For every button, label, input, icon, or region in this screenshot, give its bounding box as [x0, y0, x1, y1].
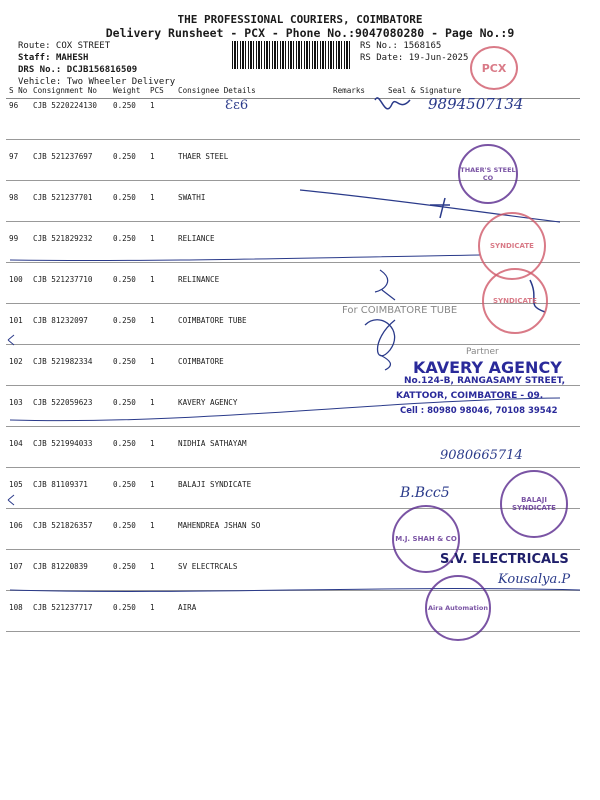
kavery-agency-address-1: No.124-B, RANGASAMY STREET,	[404, 376, 566, 386]
cell-sno-text: 104	[9, 439, 23, 448]
cell-weight-text: 0.250	[113, 521, 136, 530]
cell-weight-text: 0.250	[113, 234, 136, 243]
cell-consignee-text: SV ELECTRCALS	[178, 562, 238, 571]
syndicate-stamp-1-text: SYNDICATE	[490, 242, 534, 250]
kavery-agency-phone: Cell : 80980 98046, 70108 39542	[400, 406, 558, 416]
cell-sno-text: 101	[9, 316, 23, 325]
cell-consignee-text: RELIANCE	[178, 234, 215, 243]
cell-weight-text: 0.250	[113, 275, 136, 284]
bbc-signature: B.Bcc5	[400, 485, 450, 501]
row96-phone: 9894507134	[428, 95, 524, 113]
page-title: THE PROFESSIONAL COURIERS, COIMBATORE	[177, 13, 423, 26]
header-remarks: Remarks	[330, 86, 385, 99]
cell-consignee-text: AIRA	[178, 603, 197, 612]
cell-weight-text: 0.250	[113, 316, 136, 325]
nidhia-signature: 9080665714	[440, 448, 523, 463]
header-pcs: PCS	[147, 86, 175, 99]
row96-scribble: Ɛɛ6	[225, 98, 249, 113]
cell-sno-text: 100	[9, 275, 23, 284]
cell-consignee-text: RELINANCE	[178, 275, 220, 284]
cell-sno-text: 96	[9, 101, 19, 110]
cell-consignment-text: CJB 521829232	[33, 234, 93, 243]
cell-weight-text: 0.250	[113, 398, 136, 407]
cell-pcs-text: 1	[150, 398, 155, 407]
thaer-stamp-text: THAER'S STEEL CO	[460, 166, 516, 182]
cell-pcs-text: 1	[150, 101, 155, 110]
header-consignee: Consignee Details	[175, 86, 330, 99]
syndicate-stamp-2-text: SYNDICATE	[493, 297, 537, 305]
syndicate-stamp-2	[482, 268, 548, 334]
cell-consignee-text: MAHENDREA JSHAN SO	[178, 521, 261, 530]
kavery-agency-address-2: KATTOOR, COIMBATORE - 09.	[396, 391, 544, 401]
rs-date: RS Date: 19-Jun-2025	[360, 53, 469, 63]
cell-pcs-text: 1	[150, 357, 155, 366]
cell-pcs-text: 1	[150, 480, 155, 489]
cell-sno-text: 105	[9, 480, 23, 489]
pcx-stamp	[470, 46, 518, 90]
balaji-stamp-text: BALAJI SYNDICATE	[512, 496, 556, 512]
automation-stamp-text: Aira Automation	[428, 604, 488, 612]
cell-weight-text: 0.250	[113, 101, 136, 110]
staff-label: Staff:	[18, 53, 51, 63]
cell-sno-text: 97	[9, 152, 19, 161]
header-weight: Weight	[110, 86, 147, 99]
cell-pcs-text: 1	[150, 439, 155, 448]
partner-text: Partner	[466, 347, 499, 357]
cell-consignment-text: CJB 521994033	[33, 439, 93, 448]
staff-value: MAHESH	[55, 53, 89, 63]
thaer-steel-stamp	[458, 144, 518, 204]
cell-weight-text: 0.250	[113, 562, 136, 571]
cell-sno-text: 99	[9, 234, 19, 243]
cell-consignment-text: CJB 521826357	[33, 521, 93, 530]
cell-consignment-text: CJB 521237717	[33, 603, 93, 612]
cell-weight-text: 0.250	[113, 152, 136, 161]
cell-pcs-text: 1	[150, 275, 155, 284]
cell-pcs-text: 1	[150, 603, 155, 612]
cell-sno-text: 102	[9, 357, 23, 366]
header-consignment: Consignment No	[30, 86, 110, 99]
cell-weight-text: 0.250	[113, 480, 136, 489]
cell-consignment-text: CJB 521982334	[33, 357, 93, 366]
cell-pcs-text: 1	[150, 316, 155, 325]
cell-weight-text: 0.250	[113, 439, 136, 448]
cell-consignment-text: CJB 81232097	[33, 316, 88, 325]
cell-consignment-text: CJB 521237710	[33, 275, 93, 284]
cell-consignment-text: CJB 5220224130	[33, 101, 98, 110]
sv-signature: Kousalya.P	[498, 572, 571, 587]
coimbatore-tube-seal: For COIMBATORE TUBE	[342, 305, 458, 316]
cell-consignee-text: THAER STEEL	[178, 152, 229, 161]
cell-sno-text: 107	[9, 562, 23, 571]
cell-pcs-text: 1	[150, 521, 155, 530]
cell-consignee-text: SWATHI	[178, 193, 206, 202]
cell-consignee-text: NIDHIA SATHAYAM	[178, 439, 247, 448]
cell-consignment-text: CJB 522059623	[33, 398, 93, 407]
drs-label: DRS No.:	[18, 65, 62, 75]
mj-shah-stamp-text: M.J. SHAH & CO	[395, 535, 457, 543]
header-seal: Seal & Signature	[385, 86, 580, 99]
rs-number: RS No.: 1568165	[360, 41, 442, 51]
cell-consignment-text: CJB 81109371	[33, 480, 88, 489]
cell-consignment-text: CJB 521237701	[33, 193, 93, 202]
cell-weight-text: 0.250	[113, 603, 136, 612]
sv-electricals-stamp: S.V. ELECTRICALS	[440, 552, 569, 567]
cell-weight-text: 0.250	[113, 357, 136, 366]
cell-sno-text: 108	[9, 603, 23, 612]
cell-consignment-text: CJB 521237697	[33, 152, 93, 161]
header-sno: S No	[6, 86, 30, 99]
drs-value: DCJB156816509	[66, 65, 138, 75]
cell-consignment-text: CJB 81220839	[33, 562, 88, 571]
cell-pcs-text: 1	[150, 193, 155, 202]
cell-consignee-text: BALAJI SYNDICATE	[178, 480, 252, 489]
balaji-syndicate-stamp	[500, 470, 568, 538]
cell-sno-text: 106	[9, 521, 23, 530]
cell-consignee-text: COIMBATORE	[178, 357, 224, 366]
cell-consignee-text: COIMBATORE TUBE	[178, 316, 247, 325]
pcx-stamp-text: PCX	[481, 61, 507, 75]
cell-sno-text: 103	[9, 398, 23, 407]
cell-pcs-text: 1	[150, 234, 155, 243]
cell-sno-text: 98	[9, 193, 19, 202]
automation-stamp	[425, 575, 491, 641]
vehicle-text: Vehicle: Two Wheeler Delivery	[18, 77, 176, 87]
cell-consignee-text: KAVERY AGENCY	[178, 398, 238, 407]
kavery-agency-name: KAVERY AGENCY	[413, 358, 562, 377]
page-subtitle: Delivery Runsheet - PCX - Phone No.:9047080280 - Page No.:9	[105, 26, 515, 40]
cell-pcs-text: 1	[150, 562, 155, 571]
cell-weight-text: 0.250	[113, 193, 136, 202]
cell-pcs-text: 1	[150, 152, 155, 161]
route-text: Route: COX STREET	[18, 41, 111, 51]
